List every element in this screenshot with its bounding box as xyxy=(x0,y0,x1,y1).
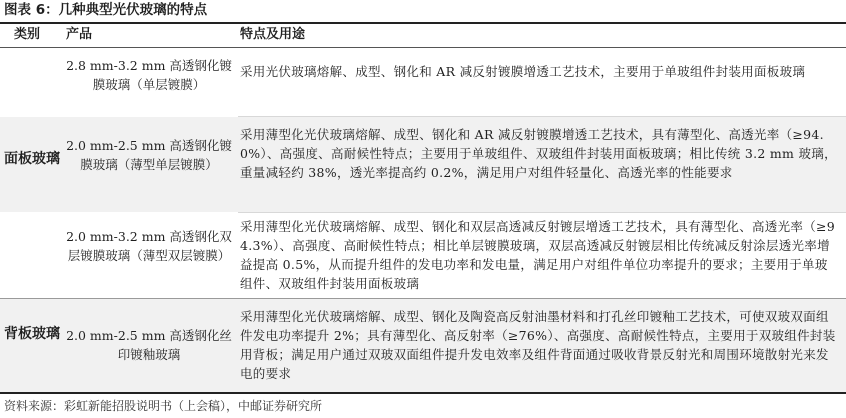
header-features: 特点及用途 xyxy=(240,27,306,42)
product-cell: 2.0 mm-3.2 mm 高透钢化双层镀膜玻璃（薄型双层镀膜） xyxy=(66,229,232,263)
table-row xyxy=(0,299,846,392)
bottom-rule xyxy=(0,392,846,394)
features-cell: 采用薄型化光伏玻璃熔解、成型、钢化和双层高透减反射镀层增透工艺技术，具有薄型化、高透光率（≥94.3%）、高强度、高耐候性特点；相比单层镀膜玻璃，双层高透减反射镀层相比传统减反射涂层透光率增益提高 0.5%，从而提升组件的发电功率和发电量，满足用户对组件单位功率提升的要求；主要用于单玻组件、双玻组件封装用面板玻璃 xyxy=(240,219,836,291)
features-cell: 采用薄型化光伏玻璃熔解、成型、钢化和 AR 减反射镀膜增透工艺技术，具有薄型化、高透光率（≥94.0%）、高强度、高耐候性特点；主要用于单玻组件、双玻组件封装用面板玻璃；相比传统 3.2 mm 玻璃，重量减轻约 38%，透光率提高约 0.2%，满足用户对组件轻量化、高透光率的性能要求 xyxy=(240,127,837,180)
product-cell: 2.0 mm-2.5 mm 高透钢化丝印镀釉玻璃 xyxy=(66,328,232,362)
product-cell: 2.8 mm-3.2 mm 高透钢化镀膜玻璃（单层镀膜） xyxy=(66,58,232,92)
features-cell: 采用薄型化光伏玻璃熔解、成型、钢化及陶瓷高反射油墨材料和打孔丝印镀釉工艺技术，可使双玻双面组件发电功率提升 2%；具有薄型化、高反射率（≥76%）、高强度、高耐候性特点，主要用于双玻组件封装用背板；满足用户通过双玻双面组件提升发电效率及组件背面通过吸收背景反射光和周围环境散射光来发电的要求 xyxy=(240,309,836,381)
category-cell: 面板玻璃 xyxy=(4,151,60,167)
table-row xyxy=(0,213,846,298)
product-cell: 2.0 mm-2.5 mm 高透钢化镀膜玻璃（薄型单层镀膜） xyxy=(66,138,232,172)
source-note: 资料来源：彩虹新能招股说明书（上会稿），中邮证券研究所 xyxy=(4,399,323,413)
header-product: 产品 xyxy=(66,27,93,42)
header-category: 类别 xyxy=(14,27,41,42)
figure-title: 图表 6：几种典型光伏玻璃的特点 xyxy=(4,2,208,18)
category-cell: 背板玻璃 xyxy=(4,326,60,342)
top-rule xyxy=(0,22,846,24)
table-row xyxy=(0,117,846,212)
table-row xyxy=(0,48,846,116)
features-cell: 采用光伏玻璃熔解、成型、钢化和 AR 减反射镀膜增透工艺技术，主要用于单玻组件封装用面板玻璃 xyxy=(240,64,806,79)
